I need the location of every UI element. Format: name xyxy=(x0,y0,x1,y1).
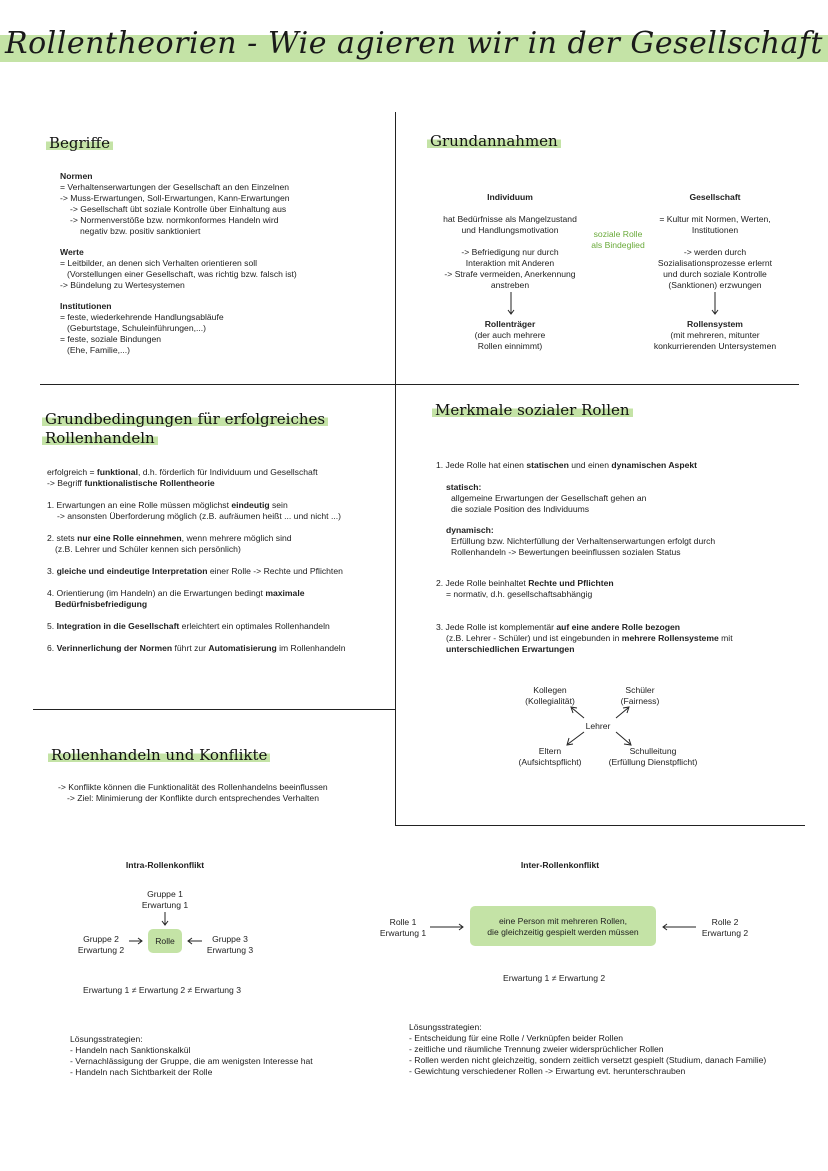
statisch-line: die soziale Position des Individuums xyxy=(451,504,590,514)
gruppe1-node: Erwartung 1 xyxy=(141,900,189,910)
schueler-node: (Fairness) xyxy=(620,696,660,706)
rollentraeger-line: (der auch mehrere xyxy=(474,330,546,340)
merkmal-sub: = normativ, d.h. gesellschaftsabhängig xyxy=(446,589,593,599)
inter-strategy: - Gewichtung verschiedener Rollen -> Erwartung evt. herunterschrauben xyxy=(409,1066,686,1076)
normen-line: -> Muss-Erwartungen, Soll-Erwartungen, Kann-Erwartungen xyxy=(60,193,290,203)
gruppe1-node: Gruppe 1 xyxy=(147,889,183,899)
rollensystem-line: (mit mehreren, mitunter xyxy=(670,330,760,340)
horizontal-divider-right-top xyxy=(395,384,799,385)
lehrer-node: Lehrer xyxy=(585,721,611,731)
werte-line: -> Bündelung zu Wertesystemen xyxy=(60,280,185,290)
rolle1-node: Rolle 1 xyxy=(389,917,417,927)
intra-strategy: - Handeln nach Sanktionskalkül xyxy=(70,1045,191,1055)
normen-label: Normen xyxy=(60,171,93,181)
schulleitung-node: Schulleitung xyxy=(629,746,677,756)
inter-strategy: - Entscheidung für eine Rolle / Verknüpfen beider Rollen xyxy=(409,1033,624,1043)
normen-line: negativ bzw. positiv sanktioniert xyxy=(80,226,201,236)
gesellschaft-line: Sozialisationsprozesse erlernt xyxy=(657,258,773,268)
down-arrow-icon xyxy=(506,292,516,316)
institutionen-line: (Ehe, Familie,...) xyxy=(67,345,131,355)
konflikte-line: -> Konflikte können die Funktionalität des Rollenhandelns beeinflussen xyxy=(58,782,328,792)
inter-formula: Erwartung 1 ≠ Erwartung 2 xyxy=(503,973,606,983)
eltern-node: (Aufsichtspflicht) xyxy=(518,757,582,767)
condition-item: 6. Verinnerlichung der Normen führt zur Automatisierung im Rollenhandeln xyxy=(47,643,346,653)
dynamisch-line: Erfüllung bzw. Nichterfüllung der Verhaltenserwartungen erfolgt durch xyxy=(451,536,716,546)
horizontal-divider-left-top xyxy=(40,384,395,385)
condition-item: 1. Erwartungen an eine Rolle müssen möglichst eindeutig sein xyxy=(47,500,288,510)
werte-line: = Leitbilder, an denen sich Verhalten orientieren soll xyxy=(60,258,258,268)
intra-formula: Erwartung 1 ≠ Erwartung 2 ≠ Erwartung 3 xyxy=(83,985,241,995)
gruppe3-node: Erwartung 3 xyxy=(206,945,254,955)
inter-title: Inter-Rollenkonflikt xyxy=(520,860,600,870)
down-arrow-icon xyxy=(710,292,720,316)
merkmal-item: 3. Jede Rolle ist komplementär auf eine andere Rolle bezogen xyxy=(436,622,681,632)
individuum-line: Interaktion mit Anderen xyxy=(465,258,555,268)
rollensystem-line: konkurrierenden Untersystemen xyxy=(653,341,777,351)
intro-line: -> Begriff funktionalistische Rollentheorie xyxy=(47,478,215,488)
gruppe3-node: Gruppe 3 xyxy=(212,934,248,944)
vertical-divider xyxy=(395,112,396,825)
condition-item: 3. gleiche und eindeutige Interpretation einer Rolle -> Rechte und Pflichten xyxy=(47,566,343,576)
condition-sub: Bedürfnisbefriedigung xyxy=(55,599,148,609)
horizontal-divider-right-bottom xyxy=(395,825,805,826)
person-label: die gleichzeitig gespielt werden müssen xyxy=(487,927,639,937)
individuum-label: Individuum xyxy=(487,192,533,202)
werte-label: Werte xyxy=(60,247,84,257)
dynamisch-line: Rollenhandeln -> Bewertungen beeinflussen sozialen Status xyxy=(451,547,681,557)
merkmale-heading: Merkmale sozialer Rollen xyxy=(432,401,633,419)
condition-item: 4. Orientierung (im Handeln) an die Erwartungen bedingt maximale xyxy=(47,588,305,598)
normen-line: -> Normenverstöße bzw. normkonformes Handeln wird xyxy=(70,215,279,225)
merkmal-item: 2. Jede Rolle beinhaltet Rechte und Pflichten xyxy=(436,578,614,588)
horizontal-divider-left-bottom xyxy=(33,709,395,710)
individuum-line: hat Bedürfnisse als Mangelzustand xyxy=(443,214,577,224)
schueler-node: Schüler xyxy=(625,685,655,695)
individuum-line: und Handlungsmotivation xyxy=(461,225,559,235)
statisch-label: statisch: xyxy=(446,482,482,492)
grundbedingungen-heading: Rollenhandeln xyxy=(42,429,158,447)
kollegen-node: Kollegen xyxy=(533,685,567,695)
gesellschaft-line: Institutionen xyxy=(691,225,739,235)
gesellschaft-line: -> werden durch xyxy=(683,247,747,257)
individuum-line: -> Befriedigung nur durch xyxy=(461,247,559,257)
gesellschaft-line: und durch soziale Kontrolle xyxy=(663,269,767,279)
schulleitung-node: (Erfüllung Dienstpflicht) xyxy=(608,757,698,767)
page-title: Rollentheorien - Wie agieren wir in der Gesellschaft xyxy=(5,26,823,61)
normen-line: -> Gesellschaft übt soziale Kontrolle über Einhaltung aus xyxy=(70,204,287,214)
intra-strategy: - Handeln nach Sichtbarkeit der Rolle xyxy=(70,1067,213,1077)
rolle2-node: Rolle 2 xyxy=(711,917,739,927)
relation-arrows-icon xyxy=(560,700,640,750)
grundbedingungen-heading: Grundbedingungen für erfolgreiches xyxy=(42,410,328,428)
rolle1-node: Erwartung 1 xyxy=(379,928,427,938)
intra-title: Intra-Rollenkonflikt xyxy=(125,860,205,870)
bindeglied-text: soziale Rolle xyxy=(593,229,643,239)
gesellschaft-line: = Kultur mit Normen, Werten, xyxy=(659,214,771,224)
begriffe-heading: Begriffe xyxy=(46,134,113,152)
institutionen-line: = feste, wiederkehrende Handlungsabläufe xyxy=(60,312,224,322)
konflikte-heading: Rollenhandeln und Konflikte xyxy=(48,746,270,764)
condition-item: 5. Integration in die Gesellschaft erleichtert ein optimales Rollenhandeln xyxy=(47,621,330,631)
grundannahmen-heading: Grundannahmen xyxy=(427,132,561,150)
left-arrow-icon xyxy=(660,922,696,932)
inter-strategy: - zeitliche und räumliche Trennung zweier widersprüchlicher Rollen xyxy=(409,1044,664,1054)
rolle-label: Rolle xyxy=(155,936,175,946)
institutionen-label: Institutionen xyxy=(60,301,112,311)
rollensystem-label: Rollensystem xyxy=(687,319,743,329)
gesellschaft-label: Gesellschaft xyxy=(689,192,741,202)
konflikte-line: -> Ziel: Minimierung der Konflikte durch entsprechendes Verhalten xyxy=(67,793,319,803)
inter-strategies-label: Lösungsstrategien: xyxy=(409,1022,482,1032)
rollentraeger-line: Rollen einnimmt) xyxy=(477,341,543,351)
normen-line: = Verhaltenserwartungen der Gesellschaft an den Einzelnen xyxy=(60,182,290,192)
gruppe2-node: Erwartung 2 xyxy=(77,945,125,955)
gruppe2-node: Gruppe 2 xyxy=(83,934,119,944)
intra-strategy: - Vernachlässigung der Gruppe, die am wenigsten Interesse hat xyxy=(70,1056,313,1066)
bindeglied-text: als Bindeglied xyxy=(591,240,645,250)
right-arrow-icon xyxy=(430,922,466,932)
merkmal-sub: (z.B. Lehrer - Schüler) und ist eingebunden in mehrere Rollensysteme mit xyxy=(446,633,733,643)
rollentraeger-label: Rollenträger xyxy=(484,319,536,329)
right-arrow-icon xyxy=(129,936,145,946)
person-label: eine Person mit mehreren Rollen, xyxy=(498,916,627,926)
condition-item: 2. stets nur eine Rolle einnehmen, wenn mehrere möglich sind xyxy=(47,533,292,543)
intro-line: erfolgreich = funktional, d.h. förderlich für Individuum und Gesellschaft xyxy=(47,467,318,477)
individuum-line: -> Strafe vermeiden, Anerkennung xyxy=(444,269,576,279)
eltern-node: Eltern xyxy=(538,746,562,756)
werte-line: (Vorstellungen einer Gesellschaft, was richtig bzw. falsch ist) xyxy=(67,269,297,279)
gesellschaft-line: (Sanktionen) erzwungen xyxy=(668,280,762,290)
statisch-line: allgemeine Erwartungen der Gesellschaft gehen an xyxy=(451,493,647,503)
condition-sub: -> ansonsten Überforderung möglich (z.B. aufräumen heißt ... und nicht ...) xyxy=(57,511,341,521)
condition-sub: (z.B. Lehrer und Schüler kennen sich persönlich) xyxy=(55,544,241,554)
inter-strategy: - Rollen werden nicht gleichzeitig, sondern zeitlich versetzt gespielt (Studium, danach Familie) xyxy=(409,1055,767,1065)
merkmal-sub: unterschiedlichen Erwartungen xyxy=(446,644,575,654)
merkmal-item: 1. Jede Rolle hat einen statischen und einen dynamischen Aspekt xyxy=(436,460,698,470)
rolle2-node: Erwartung 2 xyxy=(701,928,749,938)
institutionen-line: = feste, soziale Bindungen xyxy=(60,334,162,344)
kollegen-node: (Kollegialität) xyxy=(525,696,575,706)
dynamisch-label: dynamisch: xyxy=(446,525,494,535)
intra-strategies-label: Lösungsstrategien: xyxy=(70,1034,143,1044)
down-arrow-icon xyxy=(160,912,170,928)
individuum-line: anstreben xyxy=(490,280,530,290)
institutionen-line: (Geburtstage, Schuleinführungen,...) xyxy=(67,323,207,333)
